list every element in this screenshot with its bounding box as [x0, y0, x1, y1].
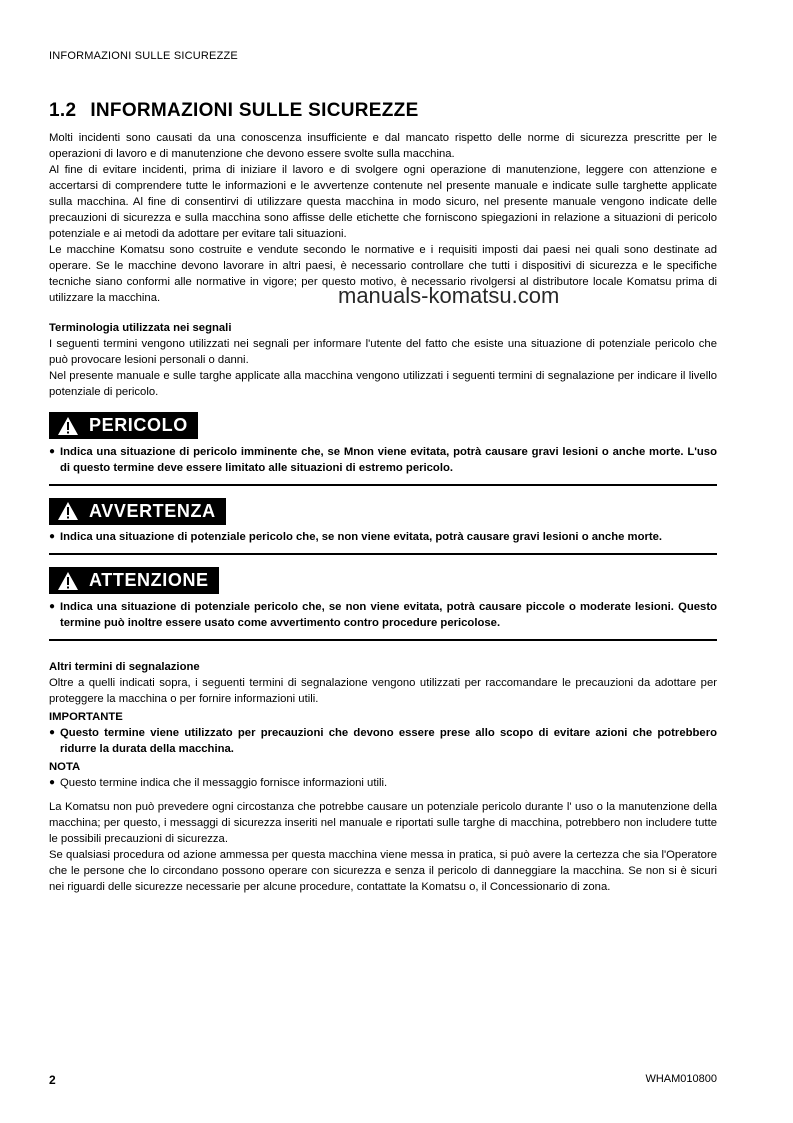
bullet-dot-icon: ● [49, 531, 56, 542]
signal-label-pericolo [49, 412, 198, 439]
closing-paragraph-2: Se qualsiasi procedura od azione ammessa per questa macchina viene messa in pratica, si può avere la certezza che sia l'Operatore che le persone che lo circondano possono operare con sicurezza e senza il pericolo di danneggiare la macchina. Se non si è sicuri nei riguardi delle sicurezze necessarie per alcune procedure, contattate la Komatsu o, il Concessionario di zona. [49, 848, 717, 893]
list-item [49, 725, 717, 757]
closing-paragraph-1: La Komatsu non può prevedere ogni circostanza che potrebbe causare un potenziale pericolo durante l' uso o la manutenzione della macchina; per questo, i messaggi di sicurezza inseriti nel manuale e riportati sulle targhe di macchina, potrebbero non includere tutte le possibili precauzioni di sicurezza. [49, 800, 717, 845]
list-item [49, 444, 717, 476]
terminology-heading: Terminologia utilizzata nei segnali [49, 322, 232, 334]
intro-paragraph-3: Le macchine Komatsu sono costruite e vendute secondo le normative e i requisiti imposti dai paesi nei quali sono destinate ad operare. Se le macchine devono lavorare in altri paesi, è necessario controllare che tutti i dispositivi di sicurezza e le specifiche tecniche siano conformi alle normative in vigore; per questo motivo, è necessario rivolgersi al distributore locale Komatsu prima di utilizzare la macchina. [49, 244, 717, 304]
section-number: 1.2 [49, 100, 77, 121]
page-number: 2 [49, 1073, 56, 1087]
document-code: WHAM010800 [645, 1073, 717, 1085]
signal-attenzione [49, 567, 717, 641]
terminology-paragraph-2: Nel presente manuale e sulle targhe applicate alla macchina vengono utilizzati i seguenti termini di segnalazione per indicare il livello potenziale di pericolo. [49, 370, 717, 398]
signal-label-text: ATTENZIONE [89, 570, 209, 590]
signal-body [49, 441, 717, 486]
other-terms-heading: Altri termini di segnalazione [49, 660, 200, 673]
watermark: manuals-komatsu.com [338, 283, 560, 308]
signal-label-avvertenza [49, 498, 226, 525]
signal-body [49, 596, 717, 641]
list-item [49, 599, 717, 631]
signal-label-text: PERICOLO [89, 415, 188, 435]
signal-pericolo [49, 412, 717, 486]
intro-paragraph-2: Al fine di evitare incidenti, prima di iniziare il lavoro e di svolgere ogni operazione di manutenzione, leggere con attenzione e accertarsi di comprendere tutte le informazioni e le avvertenze contenute nel presente manuale e indicate sulle targhette applicate sulla macchina. Al fine di consentirvi di utilizzare questa macchina in modo sicuro, nel presente manuale vengono indicate delle precauzioni di sicurezza e sulla macchina sono affisse delle etichette che forniscono spiegazioni in relazione a situazioni di pericolo potenziale e ai metodi da adottare per evitare tali situazioni. [49, 164, 717, 240]
signal-body [49, 526, 717, 555]
signal-description: Indica una situazione di potenziale pericolo che, se non viene evitata, potrà causare gravi lesioni o anche morte. [60, 531, 663, 543]
intro-paragraph-1: Molti incidenti sono causati da una conoscenza insufficiente e dal mancato rispetto delle norme di sicurezza prescritte per le operazioni di lavoro e di manutenzione che devono essere svolte sulla macchina. [49, 132, 717, 160]
signal-description: Indica una situazione di pericolo imminente che, se Mnon viene evitata, potrà causare gravi lesioni o anche morte. L'uso di questo termine deve essere limitato alle situazioni di estremo pericolo. [60, 445, 717, 474]
bullet-dot-icon: ● [49, 600, 56, 612]
note-label: NOTA [49, 760, 81, 773]
signal-label-text: AVVERTENZA [89, 500, 216, 521]
section-title-text: INFORMAZIONI SULLE SICUREZZE [90, 100, 419, 121]
terminology-paragraph-1: I seguenti termini vengono utilizzati nei segnali per informare l'utente del fatto che esiste una situazione di potenziale pericolo che può provocare lesioni personali o danni. [49, 338, 717, 366]
bullet-dot-icon: ● [49, 726, 56, 738]
list-item [49, 529, 717, 545]
signal-label-attenzione [49, 567, 219, 594]
warning-triangle-icon [57, 501, 79, 521]
warning-triangle-icon [57, 416, 79, 436]
signal-avvertenza [49, 498, 717, 556]
signal-description: Indica una situazione di potenziale pericolo che, se non viene evitata, potrà causare piccole o moderate lesioni. Questo termine può inoltre essere usato come avvertimento contro procedure pericolose. [60, 600, 717, 629]
important-label: IMPORTANTE [49, 710, 123, 723]
warning-triangle-icon [57, 571, 79, 591]
important-text: Questo termine viene utilizzato per precauzioni che devono essere prese allo scopo di evitare azioni che potrebbero ridurre la durata della macchina. [60, 726, 717, 755]
page-content [49, 100, 717, 895]
list-item [49, 775, 717, 791]
other-terms-intro: Oltre a quelli indicati sopra, i seguenti termini di segnalazione vengono utilizzati per raccomandare le precauzioni da adottare per proteggere la macchina o per fornire informazioni utili. [49, 676, 717, 705]
note-text: Questo termine indica che il messaggio fornisce informazioni utili. [60, 776, 388, 789]
section-title [49, 100, 717, 122]
bullet-dot-icon: ● [49, 776, 56, 788]
running-header: INFORMAZIONI SULLE SICUREZZE [49, 50, 238, 62]
bullet-dot-icon: ● [49, 445, 56, 457]
